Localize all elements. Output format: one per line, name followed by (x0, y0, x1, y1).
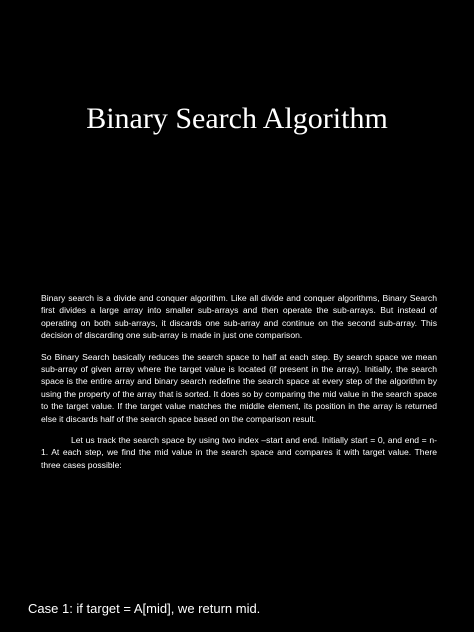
paragraph-track-indices: Let us track the search space by using two index –start and end. Initially start = 0, and end = n-1. At each step, we find the mid value in the search space and compares it with target value. There three cases possible: (41, 435, 437, 470)
paragraph-intro: Binary search is a divide and conquer algorithm. Like all divide and conquer algorithms, Binary Search first divides a large array into smaller sub-arrays and then operate the sub-arrays. But instead of operating on both sub-arrays, it discards one sub-array and continue on the second sub-array. This decision of discarding one sub-array is made in just one comparison. (41, 293, 437, 341)
slide-body (41, 292, 437, 480)
case-1-text: Case 1: if target = A[mid], we return mid. (28, 601, 261, 616)
paragraph-search-space: So Binary Search basically reduces the search space to half at each step. By search space we mean sub-array of given array where the target value is located (if present in the array). Initially, the search space is the entire array and binary search redefine the search space at every step of the algorithm by using the property of the array that is sorted. It does so by comparing the mid value in the search space to the target value. If the target value matches the middle element, its position in the array is returned else it discards half of the search space based on the comparison result. (41, 351, 437, 424)
slide-title: Binary Search Algorithm (86, 102, 388, 135)
